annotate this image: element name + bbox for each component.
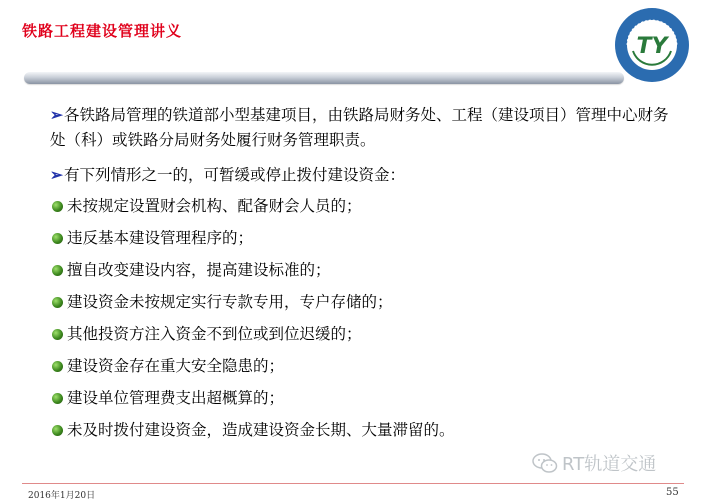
arrow-bullet-icon: ➢ [50, 165, 63, 184]
slide-body [50, 102, 680, 452]
list-item [52, 388, 680, 409]
page-title: 铁路工程建设管理讲义 [22, 22, 183, 40]
green-ball-bullet-icon [52, 233, 63, 244]
school-emblem-logo [613, 6, 691, 84]
list-item-text: 未及时拨付建设资金，造成建设资金长期、大量滞留的。 [67, 421, 455, 439]
list-item-text: 建设单位管理费支出超概算的； [67, 389, 285, 407]
paragraph-1-text: 各铁路局管理的铁道部小型基建项目，由铁路局财务处、工程（建设项目）管理中心财务处（科）或铁路分局财务处履行财务管理职责。 [50, 106, 669, 149]
footer-divider [22, 483, 684, 484]
list-item [52, 228, 680, 249]
list-item [52, 356, 680, 377]
list-item [52, 260, 680, 281]
page-number: 55 [666, 487, 679, 498]
green-ball-bullet-icon [52, 425, 63, 436]
list-item [52, 324, 680, 345]
wechat-icon [532, 452, 558, 474]
green-ball-bullet-icon [52, 297, 63, 308]
green-ball-bullet-icon [52, 393, 63, 404]
list-item-text: 建设资金未按规定实行专款专用，专户存储的； [67, 293, 393, 311]
green-ball-bullet-icon [52, 201, 63, 212]
list-item-text: 违反基本建设管理程序的； [67, 229, 254, 247]
list-item-text: 建设资金存在重大安全隐患的； [67, 357, 285, 375]
watermark [532, 450, 656, 476]
list-item [52, 292, 680, 313]
list-item [52, 196, 680, 217]
paragraph-2-text: 有下列情形之一的，可暂缓或停止拨付建设资金： [64, 166, 406, 184]
green-ball-bullet-icon [52, 265, 63, 276]
green-ball-bullet-icon [52, 329, 63, 340]
list-item [52, 420, 680, 441]
list-item-text: 擅自改变建设内容，提高建设标准的； [67, 261, 331, 279]
footer-date: 2016年1月20日 [28, 491, 96, 501]
paragraph-2 [50, 162, 680, 188]
header-divider [24, 72, 624, 84]
green-ball-bullet-icon [52, 361, 63, 372]
paragraph-1 [50, 102, 680, 153]
logo-monogram: TY [636, 34, 668, 59]
watermark-text: RT轨道交通 [562, 454, 657, 475]
list-item-text: 未按规定设置财会机构、配备财会人员的； [67, 197, 362, 215]
list-item-text: 其他投资方注入资金不到位或到位迟缓的； [67, 325, 362, 343]
arrow-bullet-icon: ➢ [50, 105, 63, 124]
